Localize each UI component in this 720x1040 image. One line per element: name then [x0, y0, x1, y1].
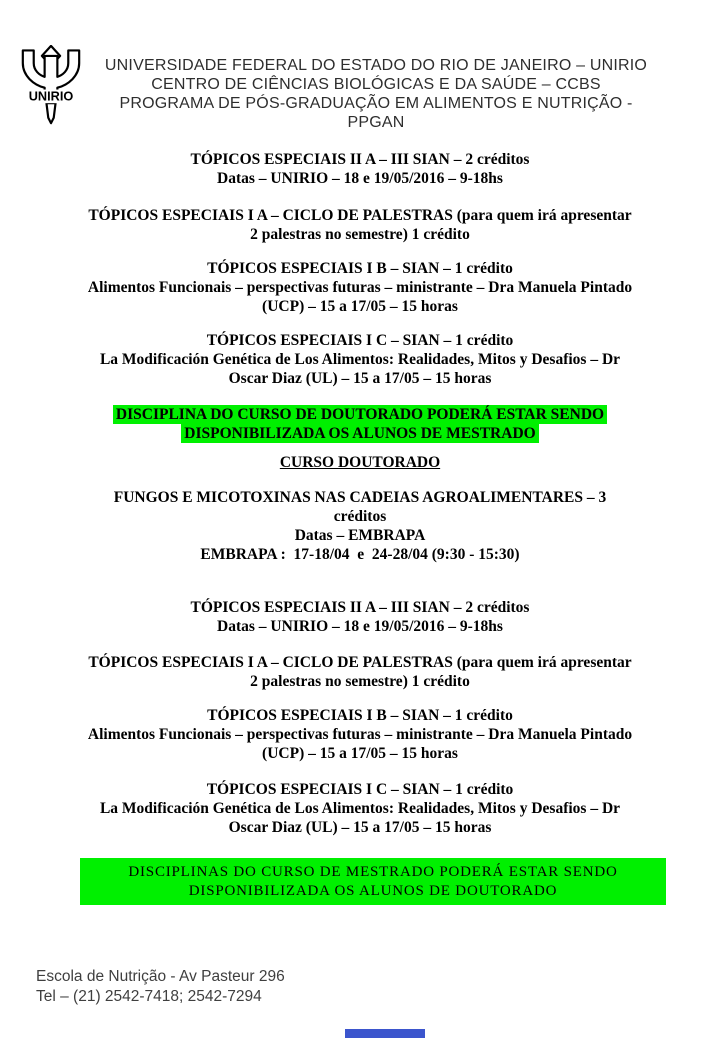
- logo-unirio-text: UNIRIO: [28, 88, 74, 104]
- text-line: EMBRAPA : 17-18/04 e 24-28/04 (9:30 - 15:30): [200, 546, 520, 563]
- section-topicos-1b: [30, 259, 690, 316]
- text-line: Datas – EMBRAPA: [294, 527, 426, 544]
- bottom-blue-bar: [345, 1029, 425, 1038]
- text-line: Oscar Diaz (UL) – 15 a 17/05 – 15 horas: [228, 370, 492, 387]
- section-topicos-2a-repeat: [30, 598, 690, 636]
- logo-stem-icon: [46, 103, 55, 123]
- text-line: FUNGOS E MICOTOXINAS NAS CADEIAS AGROALIMENTARES – 3: [113, 489, 607, 506]
- text-line: TÓPICOS ESPECIAIS I C – SIAN – 1 crédito: [206, 781, 514, 798]
- section-topicos-1b-repeat: [30, 706, 690, 763]
- text-line: La Modificación Genética de Los Alimentos: Realidades, Mitos y Desafios – Dr: [99, 351, 621, 368]
- header: [90, 57, 662, 132]
- section-topicos-2a: [30, 150, 690, 188]
- logo-chalice-icon: [23, 50, 79, 92]
- section-topicos-1c-repeat: [30, 780, 690, 837]
- text-line: Alimentos Funcionais – perspectivas futuras – ministrante – Dra Manuela Pintado: [87, 726, 633, 743]
- text-line: créditos: [333, 508, 387, 525]
- section-fungos-micotoxinas: [30, 488, 690, 564]
- header-line-center: CENTRO DE CIÊNCIAS BIOLÓGICAS E DA SAÚDE – CCBS: [151, 76, 601, 93]
- text-line: TÓPICOS ESPECIAIS I B – SIAN – 1 crédito: [207, 260, 513, 277]
- footer: [36, 967, 285, 1006]
- highlighted-text: DISCIPLINA DO CURSO DE DOUTORADO PODERÁ ESTAR SENDO: [113, 405, 607, 424]
- text-line: TÓPICOS ESPECIAIS I A – CICLO DE PALESTRAS (para quem irá apresentar: [88, 207, 632, 224]
- notice-doutorado-highlight: [30, 405, 690, 443]
- header-line-university: UNIVERSIDADE FEDERAL DO ESTADO DO RIO DE JANEIRO – UNIRIO: [104, 57, 648, 74]
- text-line: Datas – UNIRIO – 18 e 19/05/2016 – 9-18hs: [217, 170, 503, 187]
- text-line: La Modificación Genética de Los Alimentos: Realidades, Mitos y Desafios – Dr: [99, 800, 621, 817]
- underlined-heading-text: CURSO DOUTORADO: [279, 454, 441, 471]
- text-line: [30, 453, 690, 472]
- text-line: (UCP) – 15 a 17/05 – 15 horas: [262, 745, 458, 762]
- footer-phone-line: Tel – (21) 2542-7418; 2542-7294: [36, 987, 262, 1005]
- section-topicos-1a: [30, 206, 690, 244]
- section-topicos-1a-repeat: [30, 653, 690, 691]
- footer-address-line: Escola de Nutrição - Av Pasteur 296: [36, 968, 285, 985]
- text-line: DISPONIBILIZADA OS ALUNOS DE DOUTORADO: [188, 883, 558, 899]
- text-line: Oscar Diaz (UL) – 15 a 17/05 – 15 horas: [228, 819, 492, 836]
- text-line: [30, 424, 690, 443]
- header-line-program: PROGRAMA DE PÓS-GRADUAÇÃO EM ALIMENTOS E NUTRIÇÃO - PPGAN: [119, 95, 638, 131]
- text-line: Datas – UNIRIO – 18 e 19/05/2016 – 9-18hs: [217, 618, 503, 635]
- document-body: [30, 150, 690, 905]
- unirio-logo: [13, 45, 89, 125]
- heading-curso-doutorado: [30, 453, 690, 472]
- text-line: TÓPICOS ESPECIAIS I C – SIAN – 1 crédito: [206, 332, 514, 349]
- text-line: (UCP) – 15 a 17/05 – 15 horas: [262, 298, 458, 315]
- text-line: TÓPICOS ESPECIAIS I B – SIAN – 1 crédito: [207, 707, 513, 724]
- text-line: 2 palestras no semestre) 1 crédito: [250, 673, 470, 690]
- text-line: TÓPICOS ESPECIAIS II A – III SIAN – 2 créditos: [190, 599, 530, 616]
- section-topicos-1c: [30, 331, 690, 388]
- notice-mestrado-greenbox: [80, 858, 666, 905]
- text-line: [30, 405, 690, 424]
- text-line: 2 palestras no semestre) 1 crédito: [250, 226, 470, 243]
- text-line: TÓPICOS ESPECIAIS II A – III SIAN – 2 créditos: [190, 151, 530, 168]
- text-line: TÓPICOS ESPECIAIS I A – CICLO DE PALESTRAS (para quem irá apresentar: [88, 654, 632, 671]
- text-line: DISCIPLINAS DO CURSO DE MESTRADO PODERÁ ESTAR SENDO: [128, 864, 618, 880]
- highlighted-text: DISPONIBILIZADA OS ALUNOS DE MESTRADO: [181, 424, 538, 443]
- text-line: Alimentos Funcionais – perspectivas futuras – ministrante – Dra Manuela Pintado: [87, 279, 633, 296]
